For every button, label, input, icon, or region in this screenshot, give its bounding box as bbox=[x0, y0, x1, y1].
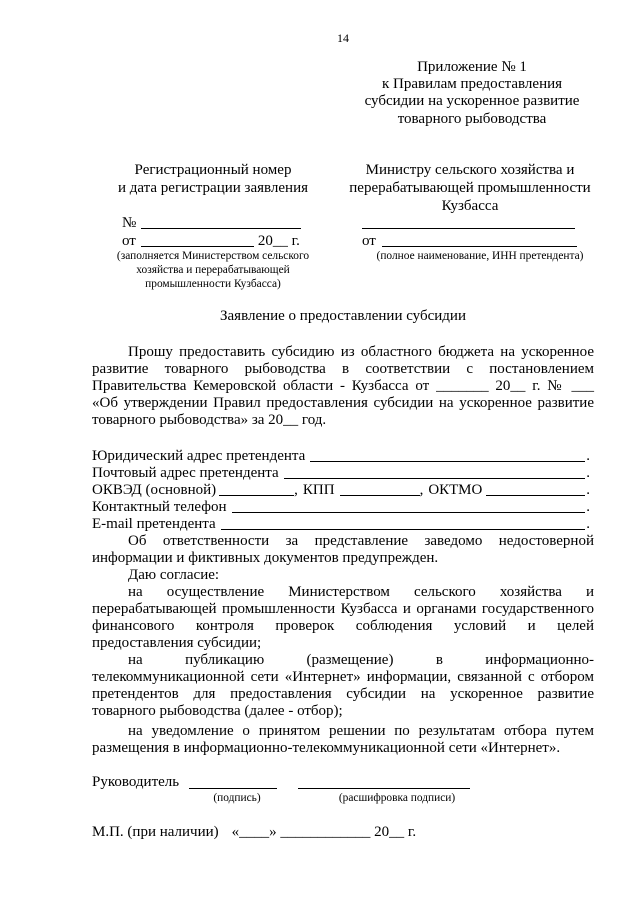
separator: , bbox=[419, 481, 424, 498]
consent-item bbox=[92, 723, 594, 757]
applicant-note: (полное наименование, ИНН претендента) bbox=[376, 250, 584, 262]
postal-address-label: Почтовый адрес претендента bbox=[92, 464, 279, 481]
okved-label: ОКВЭД (основной) bbox=[92, 481, 217, 498]
postal-address-field bbox=[92, 465, 590, 482]
email-label: E-mail претендента bbox=[92, 515, 216, 532]
applicant-name-blank bbox=[382, 246, 577, 247]
registration-fields bbox=[122, 214, 301, 250]
number-sign: № bbox=[122, 214, 137, 231]
registration-note-line: хозяйства и перерабатывающей bbox=[136, 264, 290, 276]
addressee-heading-line: Кузбасса bbox=[441, 198, 499, 214]
registration-note bbox=[100, 249, 326, 291]
end-mark: . bbox=[586, 447, 590, 464]
paragraph-line: Об ответственности за представление заведомо недостоверной bbox=[128, 532, 594, 549]
name-decoding-caption: (расшифровка подписи) bbox=[338, 792, 456, 804]
registration-number-row bbox=[122, 214, 301, 232]
signature-caption: (подпись) bbox=[213, 792, 261, 804]
paragraph-line: предоставления субсидии; bbox=[92, 634, 262, 651]
addressee-line-row bbox=[362, 214, 577, 232]
signature-blank bbox=[189, 788, 277, 789]
paragraph-line: Прошу предоставить субсидию из областного бюджета на ускоренное bbox=[128, 343, 594, 360]
phone-field bbox=[92, 499, 590, 516]
paragraph-line: перерабатывающей промышленности Кузбасса и органами государственного bbox=[92, 600, 594, 617]
paragraph-line: финансового контроля проверок соблюдения условий и целей bbox=[92, 617, 594, 634]
end-mark: . bbox=[586, 464, 590, 481]
paragraph-line: товарного рыбоводства (далее - отбор); bbox=[92, 702, 343, 719]
registration-note-line: промышленности Кузбасса) bbox=[145, 278, 281, 290]
registration-heading-line: и дата регистрации заявления bbox=[117, 180, 308, 196]
appendix-line: субсидии на ускоренное развитие bbox=[364, 93, 580, 110]
addressee-blank bbox=[362, 228, 575, 229]
end-mark: . bbox=[586, 515, 590, 532]
paragraph-line: претендентов для предоставления субсидии на ускоренное развитие bbox=[92, 685, 594, 702]
separator: , bbox=[294, 481, 298, 498]
consent-heading: Даю согласие: bbox=[128, 566, 220, 583]
paragraph-line: развитие товарного рыбоводства в соответствии с постановлением bbox=[92, 360, 594, 377]
legal-address-blank bbox=[310, 461, 585, 462]
registration-from-label: от bbox=[122, 232, 136, 249]
applicant-from-label: от bbox=[362, 232, 376, 249]
postal-address-blank bbox=[284, 478, 586, 479]
registration-number-blank bbox=[141, 228, 301, 229]
stamp-row bbox=[92, 824, 416, 841]
okved-blank bbox=[219, 495, 294, 496]
application-body bbox=[92, 448, 594, 757]
addressee-fields bbox=[362, 214, 577, 250]
signatory-role: Руководитель bbox=[92, 773, 180, 790]
consent-item bbox=[92, 652, 594, 720]
paragraph-line: на уведомление о принятом решении по результатам отбора путем bbox=[128, 722, 594, 739]
paragraph-line: товарного рыбоводства» за 20__ год. bbox=[92, 412, 327, 429]
paragraph-line: размещения в информационно-телекоммуникационной сети «Интернет». bbox=[92, 739, 561, 756]
kpp-label: КПП bbox=[302, 481, 335, 498]
paragraph-line: на публикацию (размещение) в информационно- bbox=[128, 651, 594, 668]
end-mark: . bbox=[586, 498, 590, 515]
kpp-blank bbox=[340, 495, 420, 496]
paragraph-line: Правительства Кемеровской области - Кузбасса от _______ 20__ г. № ___ bbox=[92, 377, 594, 394]
registration-year-suffix: 20__ г. bbox=[257, 232, 300, 249]
paragraph-line: на осуществление Министерством сельского хозяйства и bbox=[128, 583, 594, 600]
appendix-header bbox=[352, 59, 592, 128]
email-blank bbox=[221, 529, 586, 530]
oktmo-label: ОКТМО bbox=[428, 481, 483, 498]
stamp-label: М.П. (при наличии) bbox=[92, 823, 219, 840]
oktmo-blank bbox=[486, 495, 585, 496]
consent-item bbox=[92, 584, 594, 652]
codes-field bbox=[92, 482, 590, 499]
appendix-line: к Правилам предоставления bbox=[381, 76, 563, 93]
appendix-line: Приложение № 1 bbox=[417, 59, 527, 75]
addressee-heading-line: Министру сельского хозяйства и bbox=[365, 162, 575, 178]
email-field bbox=[92, 516, 590, 533]
registration-heading bbox=[100, 161, 326, 197]
paragraph-line: информации и фиктивных документов предупрежден. bbox=[92, 549, 439, 566]
registration-date-blank bbox=[141, 246, 254, 247]
stamp-date: «____» ____________ 20__ г. bbox=[231, 823, 417, 840]
phone-blank bbox=[232, 512, 586, 513]
legal-address-field bbox=[92, 448, 590, 465]
appendix-line: товарного рыбоводства bbox=[397, 110, 547, 127]
registration-heading-line: Регистрационный номер bbox=[134, 162, 292, 178]
request-paragraph bbox=[92, 344, 594, 430]
liability-paragraph bbox=[92, 533, 594, 567]
paragraph-line: «Об утверждении Правил предоставления субсидии на ускоренное развитие bbox=[92, 395, 594, 412]
page-number: 14 bbox=[337, 31, 349, 45]
registration-date-row bbox=[122, 232, 301, 250]
registration-note-line: (заполняется Министерством сельского bbox=[116, 250, 310, 262]
addressee-heading bbox=[345, 161, 595, 215]
paragraph-line: телекоммуникационной сети «Интернет» информации, связанной с отбором bbox=[92, 668, 594, 685]
legal-address-label: Юридический адрес претендента bbox=[92, 447, 306, 464]
name-decoding-blank bbox=[298, 788, 470, 789]
phone-label: Контактный телефон bbox=[92, 498, 227, 515]
applicant-row bbox=[362, 232, 577, 250]
addressee-heading-line: перерабатывающей промышленности bbox=[349, 180, 591, 196]
end-mark: . bbox=[586, 481, 590, 498]
document-title: Заявление о предоставлении субсидии bbox=[220, 307, 466, 324]
